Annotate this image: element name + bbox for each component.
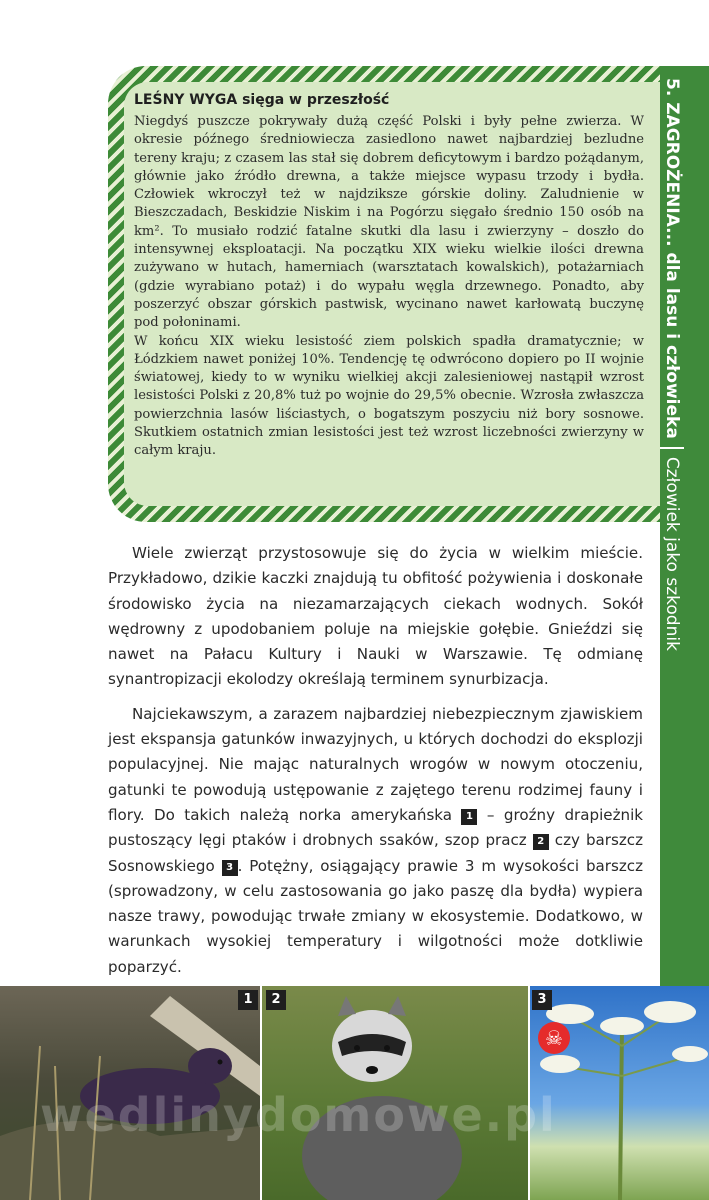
photo-hogweed xyxy=(530,986,709,1200)
body-text: – groźny drapieżnik pustoszący lęgi ptaków i drobnych ssaków, szop pracz xyxy=(108,805,643,850)
info-box-paragraph: Niegdyś puszcze pokrywały dużą część Polski i były pełne zwierza. W okresie późnego średniowiecza zasiedlono nawet najbardziej bezludne tereny kraju; z czasem las stał się dobrem deficytowym i bardzo pożądanym, głównie jako źródło drewna, a także miejsce wypasu trzody i bydła. Człowiek wkroczył też w najdziksze górskie doliny. Zaludnienie w Bieszczadach, Beskidzie Niskim i na Pogórzu sięgało średnio 150 osób na km². To musiało rodzić fatalne skutki dla lasu i zwierzyny – doszło do intensywnej eksploatacji. Na początku XIX wieku wielkie ilości drewna zużywano w hutach, hamerniach (warsztatach kowalskich), potażarniach (gdzie wyrabiano potaż) i do wypału węgla drzewnego. Ponadto, aby poszerzyć obszar górskich pastwisk, wycinano nawet karłowatą buczynę pod połoninami. xyxy=(134,114,644,331)
photo-ref-3: 3 xyxy=(222,860,238,876)
body-text: czy barszcz Sosnowskiego xyxy=(108,831,643,875)
info-box-title: LEŚNY WYGA sięga w przeszłość xyxy=(134,92,390,108)
hogweed-illustration xyxy=(530,986,709,1200)
body-paragraph: Wiele zwierząt przystosowuje się do życia w wielkim mieście. Przykładowo, dzikie kaczki znajdują tu obfitość pożywienia i doskonałe środowisko życia na niezamarzających ciekach wodnych. Sokół wędrowny z upodobaniem poluje na miejskie gołębie. Gnieździ się nawet na Pałacu Kultury i Nauki w Warszawie. Tę odmianę synantropizacji ekolodzy określają terminem synurbizacja. xyxy=(108,544,643,689)
info-box-text xyxy=(134,113,644,461)
body-paragraph xyxy=(108,702,643,980)
running-head-divider xyxy=(660,447,684,449)
body-text: Najciekawszym, a zarazem najbardziej niebezpiecznym zjawiskiem jest ekspansja gatunków inwazyjnych, u których dochodzi do eksplozji populacyjnej. Nie mając naturalnych wrogów w nowym otoczeniu, gatunki te powodują ustępowanie z zajętego terenu rodzimej fauny i flory. Do takich należą norka amerykańska xyxy=(108,704,643,824)
photo-ref-2: 2 xyxy=(533,834,549,850)
skull-crossbones-icon: ☠ xyxy=(538,1022,570,1054)
photo-label-3: 3 xyxy=(532,990,552,1010)
body-text: . Potężny, osiągający prawie 3 m wysokości barszcz (sprowadzony, w celu zastosowania go jako paszę dla bydła) wypiera nasze trawy, powodując trwałe zmiany w ekosystemie. Dodatkowo, w warunkach wysokiej temperatury i wilgotności może dotkliwie poparzyć. xyxy=(108,856,643,976)
chapter-running-head xyxy=(660,78,684,651)
main-text xyxy=(108,541,643,989)
photo-ref-1: 1 xyxy=(461,809,477,825)
watermark: wedlinydomowe.pl xyxy=(40,1088,557,1142)
photo-label-2: 2 xyxy=(266,990,286,1010)
info-box-paragraph: W końcu XIX wieku lesistość ziem polskich spadła dramatycznie; w Łódzkiem nawet poniżej 10%. Tendencję tę odwrócono dopiero po II wojnie światowej, kiedy to w wyniku wielkiej akcji zalesieniowej nastąpił wzrost lesistości Polski z 20,8% tuż po wojnie do 29,5% obecnie. Wzrosła zwłaszcza powierzchnia lasów liściastych, o bogatszym poszyciu niż bory sosnowe. Skutkiem ostatnich zmian lesistości jest też wzrost liczebności zwierzyny w całym kraju. xyxy=(134,333,644,459)
section-title: Człowiek jako szkodnik xyxy=(662,456,682,651)
photo-label-1: 1 xyxy=(238,990,258,1010)
chapter-title: 5. ZAGROŻENIA... dla lasu i człowieka xyxy=(662,78,682,439)
